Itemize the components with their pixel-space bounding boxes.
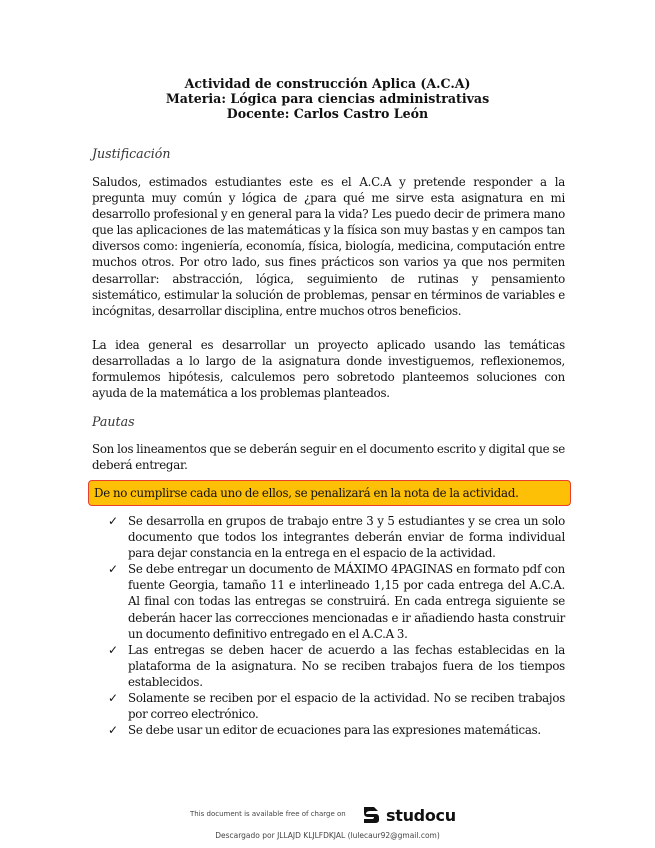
subject-line: Materia: Lógica para ciencias administrativas: [165, 91, 490, 106]
checklist-item-text: Se desarrolla en grupos de trabajo entre 3 y 5 estudiantes y se crea un solo documento que todos los integrantes deberán enviar de forma individual para dejar constancia en la entrega en el espacio de la actividad.: [128, 514, 565, 561]
justification-heading: Justificación: [92, 146, 171, 161]
checklist-item: [108, 722, 565, 738]
checkmark-icon: ✓: [108, 642, 119, 657]
checklist-item: [108, 642, 565, 690]
checklist-item: [108, 513, 565, 561]
checklist-item-text: Solamente se reciben por el espacio de la actividad. No se reciben trabajos por correo electrónico.: [128, 691, 565, 722]
checklist-item-text: Se debe entregar un documento de MÁXIMO 4PAGINAS en formato pdf con fuente Georgia, tamaño 11 e interlineado 1,15 por cada entrega del A.C.A. Al final con todas las entregas se construirá. En cada entrega siguiente se deberán hacer las correcciones mencionadas e ir añadiendo hasta construir un documento definitivo entregado en el A.C.A 3.: [128, 562, 565, 641]
studocu-logo[interactable]: [360, 803, 456, 827]
justification-paragraph-1: Saludos, estimados estudiantes este es el A.C.A y pretende responder a la pregunta muy común y lógica de ¿para qué me sirve esta asignatura en mi desarrollo profesional y en general para la vida? Les puedo decir de primera mano que las aplicaciones de las matemáticas y la física son muy bastas y en campos tan diversos como: ingeniería, economía, física, biología, medicina, computación entre muchos otros. Por otro lado, sus fines prácticos son varios ya que nos permiten desarrollar: abstracción, lógica, seguimiento de rutinas y pensamiento sistemático, estimular la solución de problemas, pensar en términos de variables e incógnitas, desarrollar disciplina, entre muchos otros beneficios.: [92, 175, 565, 318]
checkmark-icon: ✓: [108, 562, 119, 577]
guidelines-checklist: [108, 513, 565, 738]
document-header: [0, 76, 655, 121]
checkmark-icon: ✓: [108, 514, 119, 528]
activity-title: Actividad de construcción Aplica (A.C.A): [184, 76, 471, 91]
guidelines-heading: Pautas: [92, 414, 135, 429]
checklist-item: [108, 690, 565, 722]
availability-note: This document is available free of charge on: [190, 810, 346, 818]
justification-paragraph-2: La idea general es desarrollar un proyecto aplicado usando las temáticas desarrolladas a lo largo de la asignatura donde investiguemos, reflexionemos, formulemos hipótesis, calculemos pero sobretodo planteemos soluciones con ayuda de la matemática a los problemas planteados.: [92, 338, 565, 401]
teacher-line: Docente: Carlos Castro León: [226, 106, 429, 121]
checklist-item: [108, 561, 565, 641]
checkmark-icon: ✓: [108, 691, 119, 706]
checklist-item-text: Las entregas se deben hacer de acuerdo a las fechas establecidas en la plataforma de la asignatura. No se reciben trabajos fuera de los tiempos establecidos.: [128, 642, 565, 689]
checklist-item-text: Se debe usar un editor de ecuaciones para las expresiones matemáticas.: [128, 723, 541, 738]
download-attribution: Descargado por JLLAJD KLJLFDKJAL (lulecaur92@gmail.com): [215, 831, 440, 840]
penalty-warning-box: De no cumplirse cada uno de ellos, se penalizará en la nota de la actividad.: [88, 480, 571, 506]
guidelines-intro: Son los lineamentos que se deberán seguir en el documento escrito y digital que se deberá entregar.: [92, 442, 565, 473]
studocu-logo-icon: [360, 804, 382, 826]
checkmark-icon: ✓: [108, 723, 119, 738]
studocu-logo-text: studocu: [386, 805, 456, 825]
